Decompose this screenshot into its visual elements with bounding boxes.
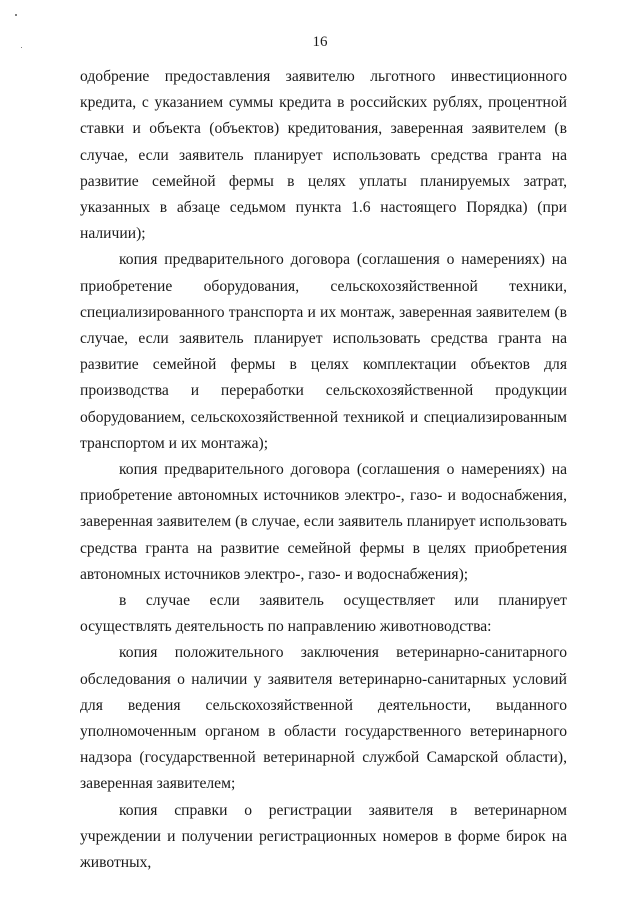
paragraph-registration-certificate: копия справки о регистрации заявителя в ветеринарном учреждении и получении регистрационных номеров в форме бирок на животных, bbox=[80, 801, 567, 872]
scan-speck bbox=[15, 14, 17, 16]
document-body bbox=[80, 64, 567, 876]
page-number: 16 bbox=[312, 34, 328, 50]
paragraph-equipment-contract: копия предварительного договора (соглашения о намерениях) на приобретение оборудования, сельскохозяйственной техники, специализированного транспорта и их монтаж, заверенная заявителем (в случае, если заявитель планирует использовать средства гранта на развитие семейной фермы в целях комплектации объектов для производства и переработки сельскохозяйственной продукции оборудованием, сельскохозяйственной техникой и специализированным транспортом и их монтажа); bbox=[80, 251, 567, 452]
paragraph-utilities-contract: копия предварительного договора (соглашения о намерениях) на приобретение автономных источников электро-, газо- и водоснабжения, заверенная заявителем (в случае, если заявитель планирует использовать средства гранта на развитие семейной фермы в целях приобретения автономных источников электро-, газо- и водоснабжения); bbox=[80, 461, 567, 583]
paragraph-veterinary-conclusion: копия положительного заключения ветеринарно-санитарного обследования о наличии у заявителя ветеринарно-санитарных условий для ведения сельскохозяйственной деятельности, выданного уполномоченным органом в области государственного ветеринарного надзора (государственной ветеринарной службой Самарской области), заверенная заявителем; bbox=[80, 644, 567, 793]
paragraph-livestock-condition: в случае если заявитель осуществляет или планирует осуществлять деятельность по направлению животноводства: bbox=[80, 592, 567, 636]
paragraph-loan-approval: одобрение предоставления заявителю льготного инвестиционного кредита, с указанием суммы кредита в российских рублях, процентной ставки и объекта (объектов) кредитования, заверенная заявителем (в случае, если заявитель планирует использовать средства гранта на развитие семейной фермы в целях уплаты планируемых затрат, указанных в абзаце седьмом пункта 1.6 настоящего Порядка) (при наличии); bbox=[80, 68, 567, 243]
